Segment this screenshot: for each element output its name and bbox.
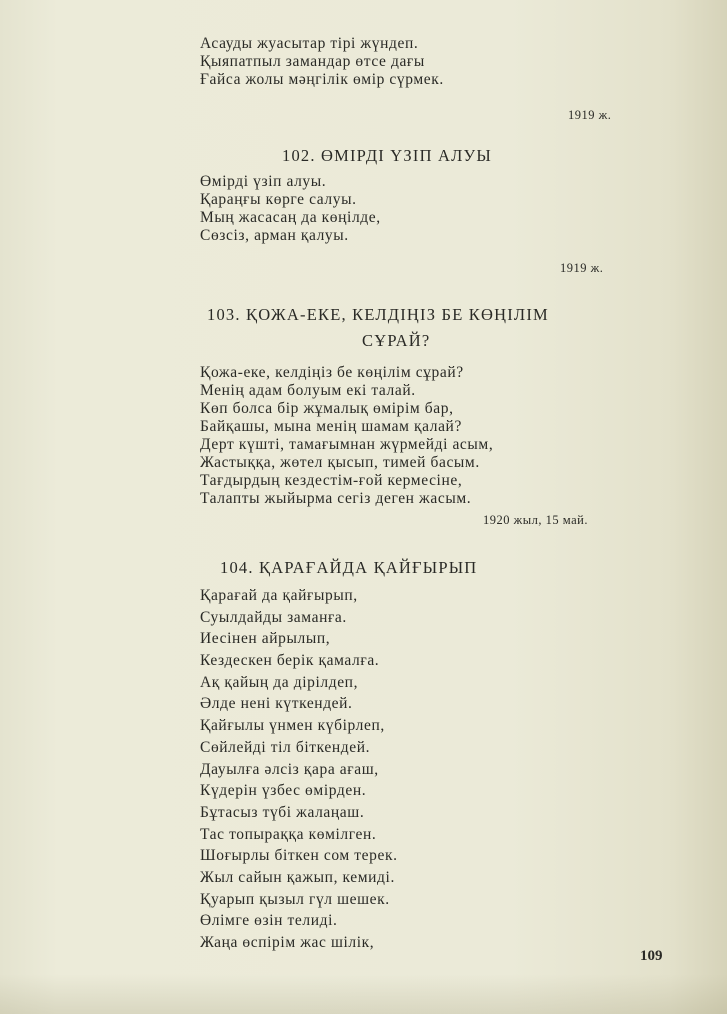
verse-line: Жыл сайын қажып, кемиді. [200, 868, 395, 886]
poem-title: 102. ӨМІРДІ ҮЗІП АЛУЫ [282, 146, 492, 165]
poem-103-stanza [200, 364, 493, 508]
verse-line: Иесінен айрылып, [200, 630, 331, 648]
poem-title: 104. ҚАРАҒАЙДА ҚАЙҒЫРЫП [220, 558, 478, 577]
verse-line: Тағдырдың кездестім-ғой кермесіне, [200, 472, 463, 489]
verse-line: Қыяпатпыл замандар өтсе дағы [200, 53, 425, 70]
verse-line: Шоғырлы біткен сом терек. [200, 847, 398, 865]
poem-102-stanza [200, 173, 381, 245]
verse-line: Тас топыраққа көмілген. [200, 825, 377, 843]
poem-104-stanza [200, 587, 398, 956]
verse-line: Өмірді үзіп алуы. [200, 173, 327, 190]
verse-line: Қарағай да қайғырып, [200, 587, 358, 604]
verse-line: Қайғылы үнмен күбірлеп, [200, 717, 385, 735]
verse-line: Дауылға әлсіз қара ағаш, [200, 760, 379, 778]
poem-date: 1919 ж. [560, 261, 604, 275]
verse-line: Сөйлейді тіл біткендей. [200, 738, 371, 756]
verse-line: Ғайса жолы мәңгілік өмір сүрмек. [200, 71, 444, 88]
continuation-stanza [200, 35, 444, 89]
page-shadow [0, 974, 727, 1014]
verse-line: Қараңғы көрге салуы. [200, 191, 357, 208]
poem-date: 1919 ж. [568, 108, 612, 122]
verse-line: Суылдайды заманға. [200, 608, 347, 626]
verse-line: Көп болса бір жұмалық өмірім бар, [200, 400, 454, 417]
verse-line: Кездескен берік қамалға. [200, 652, 380, 670]
verse-line: Сөзсіз, арман қалуы. [200, 227, 349, 244]
page-number: 109 [640, 948, 663, 964]
verse-line: Қуарып қызыл гүл шешек. [200, 890, 390, 908]
verse-line: Қожа-еке, келдіңіз бе көңілім сұрай? [200, 364, 464, 381]
verse-line: Жастыққа, жөтел қысып, тимей басым. [200, 454, 480, 471]
verse-line: Күдерін үзбес өмірден. [200, 782, 367, 800]
verse-line: Ақ қайың да дірілдеп, [200, 673, 359, 691]
poem-title-cont: СҰРАЙ? [362, 331, 431, 350]
verse-line: Талапты жыйырма сегіз деген жасым. [200, 490, 472, 507]
verse-line: Мың жасасаң да көңілде, [200, 209, 381, 226]
verse-line: Өлімге өзін телиді. [200, 912, 338, 930]
verse-line: Бұтасыз түбі жалаңаш. [200, 803, 365, 821]
verse-line: Менің адам болуым екі талай. [200, 382, 416, 399]
verse-line: Әлде нені күткендей. [200, 695, 353, 713]
verse-line: Асауды жуасытар тірі жүндеп. [200, 35, 419, 52]
verse-line: Байқашы, мына менің шамам қалай? [200, 418, 462, 435]
verse-line: Дерт күшті, тамағымнан жүрмейді асым, [200, 436, 494, 453]
poem-date: 1920 жыл, 15 май. [483, 513, 588, 527]
verse-line: Жаңа өспірім жас шілік, [200, 934, 375, 951]
poem-title: 103. ҚОЖА-ЕКЕ, КЕЛДІҢІЗ БЕ КӨҢІЛІМ [207, 305, 549, 324]
